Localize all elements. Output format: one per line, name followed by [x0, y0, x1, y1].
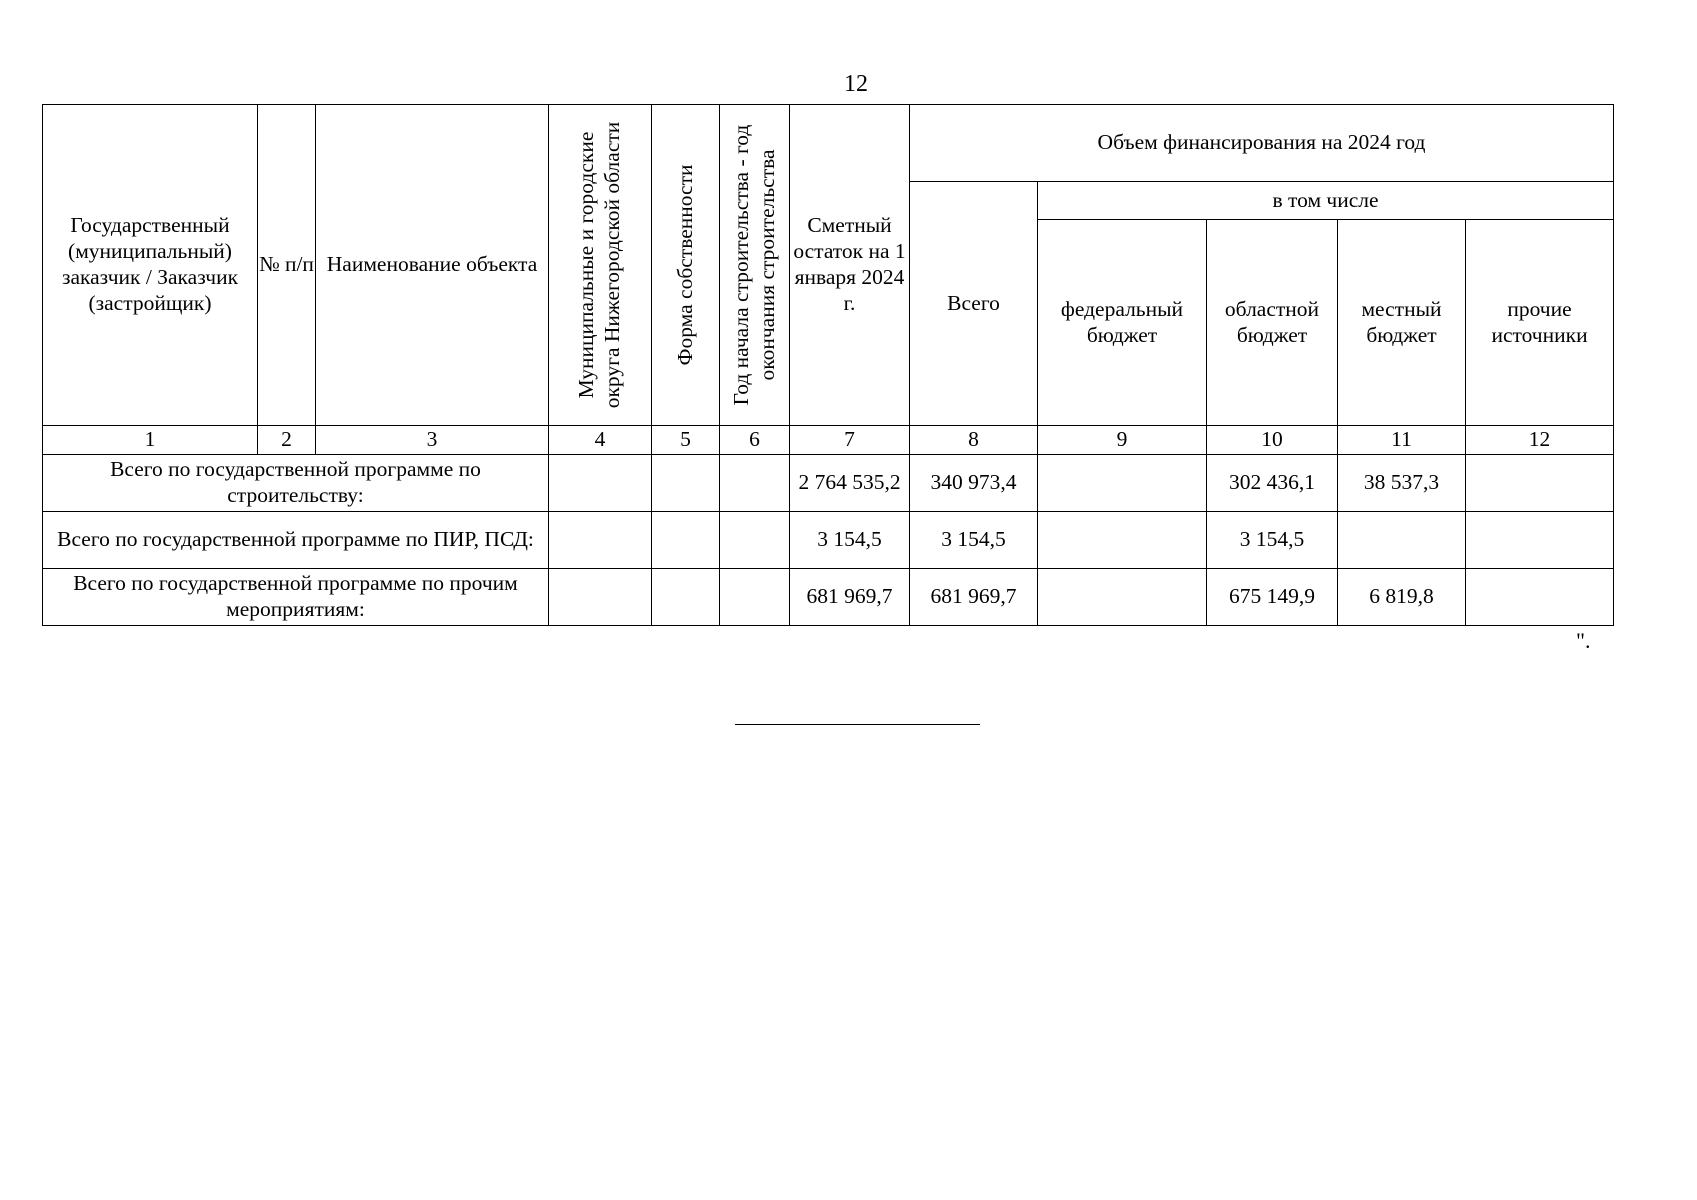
- page-number: 12: [844, 71, 868, 97]
- total-cell: 681 969,7: [910, 569, 1038, 626]
- header-including: в том числе: [1038, 182, 1614, 220]
- column-number: 12: [1466, 426, 1614, 455]
- row-label: Всего по государственной программе по ПИР, ПСД:: [43, 512, 549, 569]
- header-ownership-cell: [652, 105, 720, 426]
- estimate-balance-cell: 681 969,7: [790, 569, 910, 626]
- federal-cell: [1038, 455, 1207, 512]
- table-row: [43, 455, 1614, 512]
- federal-cell: [1038, 512, 1207, 569]
- local-cell: [1338, 512, 1466, 569]
- header-municipalities: Муниципальные и городские округа Нижегородской области: [574, 121, 624, 409]
- local-cell: 6 819,8: [1338, 569, 1466, 626]
- local-cell: 38 537,3: [1338, 455, 1466, 512]
- column-number: 4: [549, 426, 652, 455]
- header-row-1: [43, 105, 1614, 182]
- municipalities-cell: [549, 455, 652, 512]
- municipalities-cell: [549, 569, 652, 626]
- end-separator-line: [735, 724, 980, 725]
- table-row: [43, 569, 1614, 626]
- column-number: 2: [258, 426, 316, 455]
- financing-table: [42, 104, 1614, 626]
- column-number: 1: [43, 426, 258, 455]
- municipalities-cell: [549, 512, 652, 569]
- federal-cell: [1038, 569, 1207, 626]
- header-funding-group: Объем финансирования на 2024 год: [910, 105, 1614, 182]
- row-label: Всего по государственной программе по прочим мероприятиям:: [43, 569, 549, 626]
- regional-cell: 675 149,9: [1207, 569, 1338, 626]
- column-number-row: [43, 426, 1614, 455]
- header-years-cell: [720, 105, 790, 426]
- regional-cell: 302 436,1: [1207, 455, 1338, 512]
- ownership-cell: [652, 455, 720, 512]
- column-number: 3: [316, 426, 549, 455]
- header-regional: областной бюджет: [1207, 220, 1338, 426]
- years-cell: [720, 512, 790, 569]
- header-federal: федеральный бюджет: [1038, 220, 1207, 426]
- header-municipalities-cell: [549, 105, 652, 426]
- estimate-balance-cell: 3 154,5: [790, 512, 910, 569]
- header-object-name: Наименование объекта: [316, 105, 549, 426]
- header-ownership: Форма собственности: [672, 164, 697, 366]
- other-cell: [1466, 455, 1614, 512]
- header-total: Всего: [910, 182, 1038, 426]
- ownership-cell: [652, 512, 720, 569]
- other-cell: [1466, 512, 1614, 569]
- closing-quote: ".: [1576, 628, 1591, 653]
- header-local: местный бюджет: [1338, 220, 1466, 426]
- years-cell: [720, 455, 790, 512]
- column-number: 9: [1038, 426, 1207, 455]
- table-row: [43, 512, 1614, 569]
- column-number: 6: [720, 426, 790, 455]
- column-number: 8: [910, 426, 1038, 455]
- regional-cell: 3 154,5: [1207, 512, 1338, 569]
- column-number: 5: [652, 426, 720, 455]
- header-years: Год начала строительства - год окончания строительства: [728, 124, 779, 406]
- header-estimate-balance: Сметный остаток на 1 января 2024 г.: [790, 105, 910, 426]
- row-label: Всего по государственной программе по строительству:: [43, 455, 549, 512]
- header-other: прочие источники: [1466, 220, 1614, 426]
- total-cell: 340 973,4: [910, 455, 1038, 512]
- years-cell: [720, 569, 790, 626]
- estimate-balance-cell: 2 764 535,2: [790, 455, 910, 512]
- total-cell: 3 154,5: [910, 512, 1038, 569]
- ownership-cell: [652, 569, 720, 626]
- column-number: 7: [790, 426, 910, 455]
- header-number: № п/п: [258, 105, 316, 426]
- header-customer: Государственный (муниципальный) заказчик / Заказчик (застройщик): [43, 105, 258, 426]
- column-number: 11: [1338, 426, 1466, 455]
- other-cell: [1466, 569, 1614, 626]
- column-number: 10: [1207, 426, 1338, 455]
